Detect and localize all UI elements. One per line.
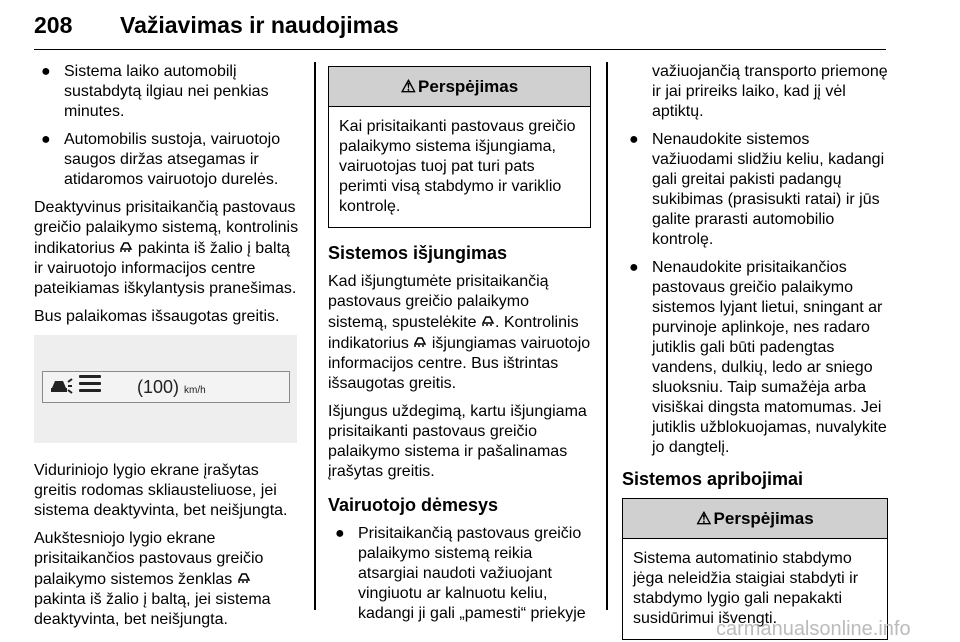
column-divider-right	[606, 62, 608, 610]
right-column	[622, 62, 888, 640]
list-item-text: Nenaudokite prisitaikančios pastovaus greičio palaikymo sistemos lyjant lietui, sningant ar purvinoje aplinkoje, nes radaro jutiklis gali būti padengtas vandens, dulkių, ledo ar sniego sluoksniu. Taip sumažėja arba visiškai dingsta matomumas. Jei jutiklis užblokuojamas, nuvalykite jo dangtelį.	[652, 259, 887, 456]
bullet-icon: ●	[335, 525, 345, 542]
list-item-text: Nenaudokite sistemos važiuodami slidžiu keliu, kadangi gali greitai pakisti padangų sukibimas (prasisukti ratai) ir jūs galite prarasti automobilio kontrolę.	[652, 131, 885, 248]
paragraph: Bus palaikomas išsaugotas greitis.	[34, 308, 280, 325]
paragraph-text: Deaktyvinus prisitaikančią pastovaus greičio palaikymo sistemą, kontrolinis indikatorius	[34, 199, 299, 257]
warning-header	[329, 67, 590, 107]
cruise-control-indicator-icon	[119, 238, 133, 258]
stored-speed: (100) km/h	[137, 377, 206, 397]
paragraph	[34, 198, 302, 299]
section-heading: Sistemos išjungimas	[328, 243, 508, 263]
warning-icon: ⚠	[696, 508, 712, 528]
display-status-bar	[42, 371, 290, 403]
chapter-title: Važiavimas ir naudojimas	[120, 12, 399, 38]
bullet-icon: ●	[41, 131, 51, 148]
paragraph-text: pakinta iš žalio į baltą ir vairuotojo informacijos centre pateikiamas iškylantysis pranešimas.	[34, 240, 297, 297]
bullet-icon: ●	[629, 259, 639, 276]
warning-header	[623, 499, 887, 539]
list-item	[34, 62, 302, 122]
page-number: 208	[34, 12, 73, 38]
cruise-control-indicator-icon	[413, 333, 427, 353]
warning-title: Perspėjimas	[418, 76, 519, 96]
list-item	[328, 524, 591, 624]
paragraph	[34, 529, 302, 630]
warning-box	[328, 66, 591, 228]
paragraph-text: . Kontrolinis indikatorius	[328, 314, 579, 352]
middle-column	[328, 66, 591, 632]
bullet-icon: ●	[629, 131, 639, 148]
paragraph-text: Kad išjungtumėte prisitaikančią pastovaus greičio palaikymo sistemą, spustelėkite	[328, 273, 549, 331]
warning-icon: ⚠	[400, 76, 417, 96]
list-item-text: Prisitaikančią pastovaus greičio palaikymo sistemą reikia atsargiai naudoti važiuojant vingiuotu ar kalnuotu keliu, kadangi ji gali „pamesti“ priekyje	[358, 525, 586, 622]
cruise-control-button-icon	[481, 312, 495, 332]
section-heading: Sistemos apribojimai	[622, 469, 804, 489]
paragraph	[328, 272, 591, 394]
paragraph: važiuojančią transporto priemonę ir jai prireiks laiko, kad jį vėl aptiktų.	[652, 63, 888, 120]
paragraph: Išjungus uždegimą, kartu išjungiama prisitaikanti pastovaus greičio palaikymo sistema ir pašalinamas įrašytas greitis.	[328, 403, 587, 480]
instrument-display-illustration	[34, 335, 297, 443]
speed-unit: km/h	[184, 385, 206, 396]
left-column	[34, 62, 302, 638]
paragraph: Viduriniojo lygio ekrane įrašytas greitis rodomas skliausteliuose, jei sistema deaktyvinta, bet neišjungta.	[34, 462, 288, 519]
cruise-control-indicator-icon	[237, 569, 251, 589]
warning-title: Perspėjimas	[713, 508, 814, 528]
adaptive-cruise-car-icon	[49, 376, 73, 400]
warning-text: Kai prisitaikanti pastovaus greičio palaikymo sistema išjungiama, vairuotojas tuoj pat turi pats perimti visą stabdymo ir variklio kontrolę.	[339, 118, 576, 215]
following-distance-icon	[79, 375, 101, 397]
paragraph-text: pakinta iš žalio į baltą, jei sistema deaktyvinta, bet neišjungta.	[34, 591, 271, 628]
watermark: carmanualsonline.info	[716, 618, 911, 640]
column-divider-left	[314, 62, 316, 610]
page-header	[34, 10, 886, 50]
list-item-text: Sistema laiko automobilį sustabdytą ilgiau nei penkias minutes.	[64, 63, 269, 120]
warning-text: Sistema automatinio stabdymo jėga neleidžia staigiai stabdyti ir stabdymo lygio gali nepakakti susidūrimui išvengti.	[633, 550, 859, 627]
list-item	[622, 258, 888, 458]
list-item	[34, 130, 302, 190]
list-item-text: Automobilis sustoja, vairuotojo saugos diržas atsegamas ir atidaromos vairuotojo durelės.	[64, 131, 281, 188]
paragraph-text: Aukštesniojo lygio ekrane prisitaikančios pastovaus greičio palaikymo sistemos ženklas	[34, 530, 264, 588]
section-heading: Vairuotojo dėmesys	[328, 495, 499, 515]
paragraph-text: išjungiamas vairuotojo informacijos centre. Bus ištrintas išsaugotas greitis.	[328, 335, 591, 392]
bullet-icon: ●	[41, 63, 51, 80]
list-item	[622, 130, 888, 250]
